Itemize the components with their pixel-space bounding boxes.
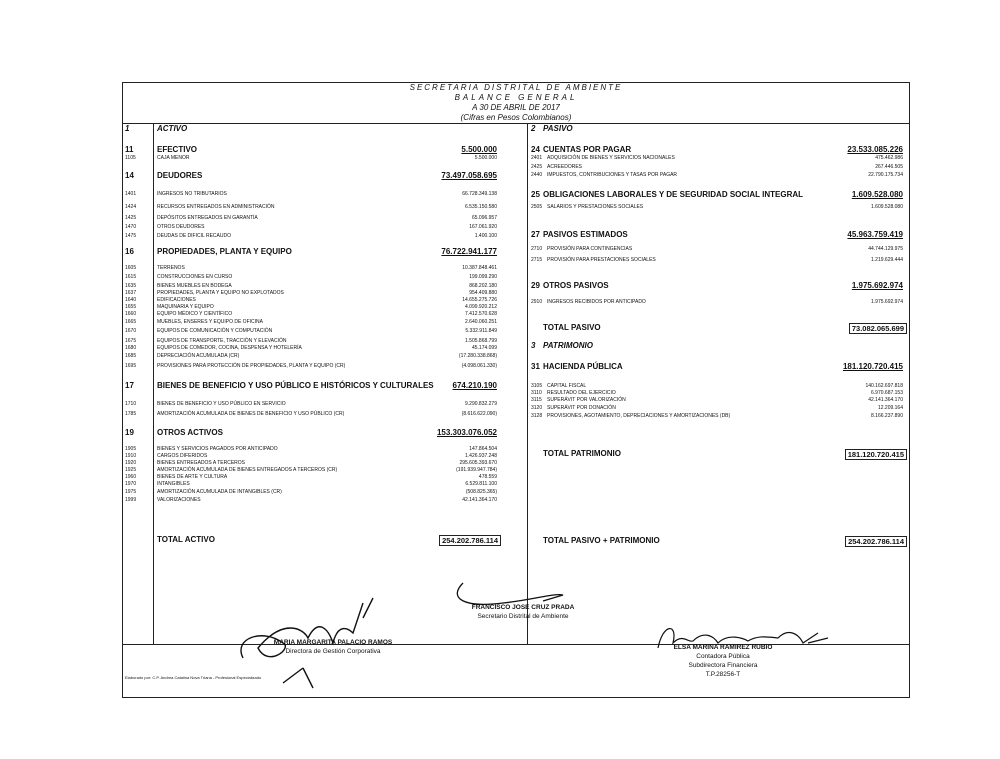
account-code: 2710 — [531, 246, 543, 252]
account-code: 1605 — [125, 265, 137, 271]
account-name: SUPERÁVIT POR VALORIZACIÓN — [547, 397, 626, 403]
account-code: 11 — [125, 145, 134, 154]
account-value: 4.099.920.212 — [465, 304, 497, 310]
account-name: PROVISIONES PARA PROTECCIÓN DE PROPIEDADES, PLANTA Y EQUIPO (CR) — [157, 363, 346, 369]
account-value: 868.202.180 — [469, 283, 497, 289]
account-group-row — [125, 171, 501, 180]
account-name: OTROS DEUDORES — [157, 224, 205, 230]
account-name: EQUIPO MÉDICO Y CIENTÍFICO — [157, 311, 233, 317]
account-value: 6.529.811.100 — [465, 481, 497, 487]
total-row — [125, 535, 501, 544]
account-code: 1424 — [125, 204, 137, 210]
account-code: 3 — [531, 341, 536, 350]
account-code: 3115 — [531, 397, 542, 403]
account-row — [125, 318, 501, 327]
account-row — [125, 223, 501, 232]
account-value: 478.559 — [478, 474, 497, 480]
account-value: 22.790.175.734 — [868, 172, 903, 178]
account-value: 44.744.129.975 — [868, 246, 903, 252]
account-code: 2425 — [531, 164, 543, 170]
account-name: RESULTADO DEL EJERCICIO — [547, 390, 616, 396]
account-value: 6.535.150.580 — [465, 204, 497, 210]
account-value: 14.655.275.726 — [462, 297, 497, 303]
account-code: 1635 — [125, 283, 137, 289]
account-name: VALORIZACIONES — [157, 497, 201, 503]
prepared-by: Elaborado por: C.P. Andrea Catalina Nova Triana - Profesional Especializado — [125, 675, 262, 680]
account-code: 1925 — [125, 467, 137, 473]
account-row — [125, 273, 501, 282]
account-name: TOTAL PASIVO — [543, 323, 601, 332]
report-header — [123, 83, 909, 123]
account-code: 25 — [531, 190, 540, 199]
total-row — [527, 536, 907, 545]
account-value: 1.975.692.974 — [871, 299, 903, 305]
account-name: TOTAL PATRIMONIO — [543, 449, 621, 458]
account-value: (4.098.061.330) — [461, 363, 497, 369]
account-name: PROVISIONES, AGOTAMIENTO, DEPRECIACIONES Y AMORTIZACIONES (DB) — [547, 413, 731, 419]
account-value: 2.640.060.251 — [465, 319, 497, 325]
account-code: 31 — [531, 362, 540, 371]
signer-role: Contadora Pública — [696, 653, 750, 660]
account-value: 1.426.937.248 — [465, 453, 497, 459]
account-group-row — [125, 145, 501, 154]
signer-name: FRANCISCO JOSE CRUZ PRADA — [471, 604, 575, 611]
account-name: MUEBLES, ENSERES Y EQUIPO DE OFICINA — [157, 319, 263, 325]
section-name: PASIVO — [543, 124, 573, 133]
account-code: 2401 — [531, 155, 543, 161]
account-code: 1975 — [125, 489, 137, 495]
account-value: 5.500.000 — [474, 155, 497, 161]
account-name: CAJA MENOR — [157, 155, 190, 161]
account-name: INGRESOS NO TRIBUTARIOS — [157, 191, 227, 197]
account-value: 73.082.065.699 — [849, 323, 907, 334]
account-name: SUPERÁVIT POR DONACIÓN — [547, 405, 616, 411]
account-name: BIENES Y SERVICIOS PAGADOS POR ANTICIPADO — [157, 446, 278, 452]
account-code: 16 — [125, 247, 134, 256]
account-code: 29 — [531, 281, 540, 290]
account-code: 2910 — [531, 299, 543, 305]
account-name: BIENES ENTREGADOS A TERCEROS — [157, 460, 245, 466]
account-name: OTROS ACTIVOS — [157, 428, 223, 437]
account-group-row — [527, 145, 907, 154]
account-name: HACIENDA PÚBLICA — [543, 362, 623, 371]
account-code: 1615 — [125, 274, 137, 280]
account-code: 1680 — [125, 345, 137, 351]
account-value: 147.864.504 — [469, 446, 497, 452]
account-value: 8.166.237.890 — [871, 413, 903, 419]
account-group-row — [125, 247, 501, 256]
account-value: (17.280.338.868) — [458, 353, 497, 359]
account-value: 42.141.364.170 — [868, 397, 903, 403]
account-name: MAQUINARIA Y EQUIPO — [157, 304, 214, 310]
account-value: 153.303.076.052 — [436, 428, 497, 437]
account-value: 23.533.085.226 — [847, 145, 903, 154]
account-code: 1905 — [125, 446, 137, 452]
account-code: 1660 — [125, 311, 137, 317]
account-code: 1640 — [125, 297, 137, 303]
account-code: 3105 — [531, 383, 543, 389]
account-row — [527, 412, 907, 421]
account-row — [125, 352, 501, 361]
account-name: PROPIEDADES, PLANTA Y EQUIPO — [157, 247, 292, 256]
section-activo — [125, 124, 425, 133]
account-name: TERRENOS — [157, 265, 185, 271]
account-code: 1960 — [125, 474, 137, 480]
account-row — [125, 190, 501, 199]
signer-name: ELSA MARINA RAMIREZ RUBIO — [673, 644, 773, 651]
account-name: AMORTIZACIÓN ACUMULADA DE INTANGIBLES (CR) — [157, 489, 282, 495]
account-code: 14 — [125, 171, 134, 180]
account-code: 1675 — [125, 338, 137, 344]
account-row — [527, 256, 907, 265]
account-group-row — [527, 362, 907, 371]
account-code: 1710 — [125, 401, 137, 407]
account-value: (8.616.622.090) — [461, 411, 497, 417]
account-name: OTROS PASIVOS — [543, 281, 609, 290]
account-code: 3128 — [531, 413, 543, 419]
account-code: 1470 — [125, 224, 137, 230]
account-value: 140.162.697.818 — [865, 383, 903, 389]
account-value: 475.462.986 — [875, 155, 903, 161]
account-name: SALARIOS Y PRESTACIONES SOCIALES — [547, 204, 644, 210]
account-value: 1.975.692.974 — [851, 281, 903, 290]
account-row — [527, 154, 907, 163]
entity-title: SECRETARIA DISTRITAL DE AMBIENTE — [409, 83, 623, 92]
account-group-row — [125, 428, 501, 437]
account-value: 65.096.957 — [471, 215, 497, 221]
account-code: 1695 — [125, 363, 137, 369]
account-value: 10.387.848.461 — [462, 265, 497, 271]
account-group-row — [527, 230, 907, 239]
account-code: 27 — [531, 230, 540, 239]
account-value: 199.099.290 — [469, 274, 497, 280]
account-value: 181.120.720.415 — [845, 449, 907, 460]
report-title: BALANCE GENERAL — [454, 93, 578, 102]
signer-name: MARIA MARGARITA PALACIO RAMOS — [273, 639, 393, 646]
report-units: (Cifras en Pesos Colombianos) — [460, 113, 572, 122]
account-name: DEPRECIACIÓN ACUMULADA (CR) — [157, 353, 240, 359]
account-code: 1685 — [125, 353, 137, 359]
account-row — [125, 232, 501, 241]
account-value: 1.609.528.080 — [871, 204, 903, 210]
account-code: 1425 — [125, 215, 137, 221]
account-value: 1.505.868.799 — [465, 338, 497, 344]
account-value: 45.963.759.419 — [847, 230, 903, 239]
account-name: INTANGIBLES — [157, 481, 190, 487]
account-value: 1.400.100 — [474, 233, 497, 239]
account-value: 9.290.832.279 — [465, 401, 497, 407]
account-row — [527, 203, 907, 212]
account-value: 954.409.880 — [469, 290, 497, 296]
account-value: 295.605.393.670 — [459, 460, 497, 466]
account-code: 1920 — [125, 460, 137, 466]
account-name: AMORTIZACIÓN ACUMULADA DE BIENES DE BENEFICIO Y USO PÚBLICO (CR) — [157, 411, 345, 417]
account-value: 254.202.786.114 — [439, 535, 501, 546]
signer-license: T.P.28256-T — [705, 671, 741, 678]
account-code: 1655 — [125, 304, 137, 310]
account-name: CARGOS DIFERIDOS — [157, 453, 208, 459]
account-value: 267.446.505 — [875, 164, 903, 170]
account-name: PATRIMONIO — [543, 341, 593, 350]
account-name: PASIVOS ESTIMADOS — [543, 230, 628, 239]
account-name: RECURSOS ENTREGADOS EN ADMINISTRACIÓN — [157, 204, 275, 210]
section-code: 1 — [125, 124, 130, 133]
account-group-row — [125, 381, 501, 390]
account-value: 1.609.528.080 — [851, 190, 903, 199]
account-name: INGRESOS RECIBIDOS POR ANTICIPADO — [547, 299, 646, 305]
account-row — [125, 410, 501, 419]
account-value: 12.209.164 — [877, 405, 903, 411]
signature-center — [443, 603, 603, 621]
section-row — [527, 341, 907, 350]
signer-role-2: Subdirectora Financiera — [688, 662, 758, 669]
account-code: 1910 — [125, 453, 137, 459]
account-value: 76.722.941.177 — [441, 247, 497, 256]
report-date: A 30 DE ABRIL DE 2017 — [472, 103, 560, 112]
account-value: 7.412.570.628 — [465, 311, 497, 317]
account-row — [125, 264, 501, 273]
account-row — [125, 362, 501, 371]
account-name: EFECTIVO — [157, 145, 198, 154]
account-group-row — [527, 190, 907, 199]
account-name: EQUIPOS DE COMEDOR, COCINA, DESPENSA Y HOTELERÍA — [157, 345, 302, 351]
account-row — [527, 171, 907, 180]
account-name: AMORTIZACIÓN ACUMULADA DE BIENES ENTREGADOS A TERCEROS (CR) — [157, 467, 338, 473]
account-value: 167.061.920 — [469, 224, 497, 230]
account-name: EQUIPOS DE TRANSPORTE, TRACCIÓN Y ELEVACIÓN — [157, 338, 287, 344]
account-name: TOTAL ACTIVO — [157, 535, 215, 544]
account-code: 2440 — [531, 172, 543, 178]
account-name: ADQUISICIÓN DE BIENES Y SERVICIOS NACIONALES — [547, 155, 675, 161]
account-name: CAPITAL FISCAL — [547, 383, 587, 389]
account-code: 24 — [531, 145, 540, 154]
account-row — [125, 496, 501, 505]
account-value: 66.728.349.138 — [462, 191, 497, 197]
account-name: DEUDAS DE DIFICIL RECAUDO — [157, 233, 231, 239]
account-name: PROVISIÓN PARA CONTINGENCIAS — [547, 246, 633, 252]
account-name: ACREEDORES — [547, 164, 583, 170]
account-name: EDIFICACIONES — [157, 297, 196, 303]
signer-role: Secretario Distrital de Ambiente — [477, 613, 569, 620]
account-value: (191.939.947.784) — [456, 467, 497, 473]
account-value: 254.202.786.114 — [845, 536, 907, 547]
section-name: ACTIVO — [157, 124, 188, 133]
account-code: 1401 — [125, 191, 137, 197]
account-name: EQUIPOS DE COMUNICACIÓN Y COMPUTACIÓN — [157, 328, 273, 334]
total-row — [527, 449, 907, 458]
account-name: CONSTRUCCIONES EN CURSO — [157, 274, 233, 280]
account-code: 1637 — [125, 290, 137, 296]
account-row — [527, 298, 907, 307]
section-pasivo — [527, 124, 827, 133]
account-value: 5.500.000 — [461, 145, 497, 154]
account-code: 1785 — [125, 411, 137, 417]
account-name: IMPUESTOS, CONTRIBUCIONES Y TASAS POR PAGAR — [547, 172, 678, 178]
account-code: 1999 — [125, 497, 137, 503]
account-code: 2505 — [531, 204, 543, 210]
account-name: BIENES DE ARTE Y CULTURA — [157, 474, 228, 480]
account-code: 19 — [125, 428, 134, 437]
account-code: 1475 — [125, 233, 137, 239]
account-row — [125, 154, 501, 163]
account-code: 1670 — [125, 328, 137, 334]
account-value: 45.174.099 — [471, 345, 497, 351]
section-code: 2 — [531, 124, 536, 133]
account-name: BIENES DE BENEFICIO Y USO PÚBLICO E HISTÓRICOS Y CULTURALES — [157, 381, 434, 390]
account-row — [125, 214, 501, 223]
account-row — [125, 203, 501, 212]
account-code: 17 — [125, 381, 134, 390]
account-value: 181.120.720.415 — [842, 362, 903, 371]
account-value: 5.332.911.849 — [465, 328, 497, 334]
account-name: PROVISIÓN PARA PRESTACIONES SOCIALES — [547, 257, 656, 263]
account-row — [527, 245, 907, 254]
account-value: 73.497.058.695 — [441, 171, 497, 180]
account-name: DEPÓSITOS ENTREGADOS EN GARANTÍA — [157, 215, 258, 221]
account-value: 42.141.364.170 — [462, 497, 497, 503]
account-row — [125, 400, 501, 409]
account-value: 6.970.687.153 — [871, 390, 903, 396]
account-name: CUENTAS POR PAGAR — [543, 145, 632, 154]
account-name: DEUDORES — [157, 171, 203, 180]
signature-right — [633, 643, 813, 679]
signature-left — [233, 638, 433, 656]
account-name: OBLIGACIONES LABORALES Y DE SEGURIDAD SOCIAL INTEGRAL — [543, 190, 804, 199]
account-value: 674.210.190 — [452, 381, 497, 390]
total-row — [527, 323, 907, 332]
account-group-row — [527, 281, 907, 290]
account-name: BIENES MUEBLES EN BODEGA — [157, 283, 232, 289]
account-value: (508.825.365) — [465, 489, 497, 495]
account-code: 1970 — [125, 481, 137, 487]
account-value: 1.219.629.444 — [871, 257, 903, 263]
balance-sheet-frame — [122, 82, 910, 698]
account-code: 3120 — [531, 405, 543, 411]
account-code: 2715 — [531, 257, 543, 263]
account-row — [125, 327, 501, 336]
account-code: 1665 — [125, 319, 137, 325]
account-name: TOTAL PASIVO + PATRIMONIO — [543, 536, 660, 545]
signer-role: Directora de Gestión Corporativa — [285, 648, 381, 655]
account-name: PROPIEDADES, PLANTA Y EQUIPO NO EXPLOTADOS — [157, 290, 284, 296]
account-code: 3110 — [531, 390, 542, 396]
account-code: 1105 — [125, 155, 136, 161]
account-name: BIENES DE BENEFICIO Y USO PÚBLICO EN SERVICIO — [157, 401, 286, 407]
